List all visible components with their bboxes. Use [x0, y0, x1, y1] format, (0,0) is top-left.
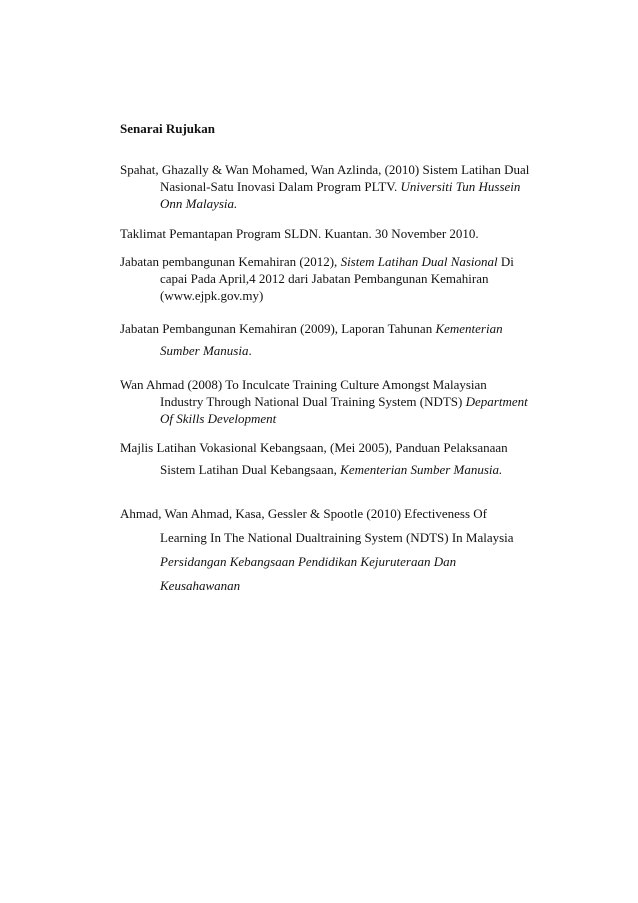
- reference-entry: [120, 318, 530, 362]
- reference-source: Sumber Manusia: [160, 343, 249, 358]
- reference-source: Keusahawanan: [160, 578, 241, 593]
- reference-text: Taklimat Pemantapan Program SLDN. Kuantan. 30 November 2010.: [120, 226, 479, 241]
- reference-source: Kementerian Sumber Manusia.: [340, 462, 503, 477]
- reference-text: Jabatan Pembangunan Kemahiran (2009), Laporan Tahunan: [120, 321, 436, 336]
- reference-source: Onn Malaysia.: [160, 196, 238, 211]
- reference-text: Majlis Latihan Vokasional Kebangsaan, (Mei 2005), Panduan Pelaksanaan: [120, 440, 508, 455]
- reference-text: Di: [497, 254, 514, 269]
- reference-text: Learning In The National Dualtraining System (NDTS) In Malaysia: [160, 530, 514, 545]
- reference-source: Persidangan Kebangsaan Pendidikan Kejuruteraan Dan: [160, 554, 457, 569]
- reference-entry: [120, 437, 530, 481]
- reference-source: Sistem Latihan Dual Nasional: [340, 254, 498, 269]
- reference-text: (www.ejpk.gov.my): [160, 288, 264, 303]
- reference-text: capai Pada April,4 2012 dari Jabatan Pembangunan Kemahiran: [160, 271, 489, 286]
- reference-text: Jabatan pembangunan Kemahiran (2012),: [120, 254, 341, 269]
- reference-entry: [120, 376, 530, 427]
- reference-entry: [120, 502, 530, 598]
- reference-entry: [120, 225, 530, 242]
- reference-source: Department: [465, 394, 528, 409]
- reference-text: Spahat, Ghazally & Wan Mohamed, Wan Azlinda, (2010) Sistem Latihan Dual: [120, 162, 530, 177]
- page-title: Senarai Rujukan: [120, 121, 215, 136]
- reference-text: .: [248, 343, 252, 358]
- reference-source: Kementerian: [435, 321, 503, 336]
- reference-text: Wan Ahmad (2008) To Inculcate Training Culture Amongst Malaysian: [120, 377, 487, 392]
- reference-text: Nasional-Satu Inovasi Dalam Program PLTV.: [160, 179, 401, 194]
- reference-entry: [120, 253, 530, 304]
- reference-text: Sistem Latihan Dual Kebangsaan,: [160, 462, 341, 477]
- reference-source: Of Skills Development: [160, 411, 277, 426]
- reference-text: Industry Through National Dual Training System (NDTS): [160, 394, 466, 409]
- reference-text: Ahmad, Wan Ahmad, Kasa, Gessler & Spootle (2010) Efectiveness Of: [120, 506, 487, 521]
- reference-entry: [120, 161, 530, 212]
- reference-source: Universiti Tun Hussein: [400, 179, 521, 194]
